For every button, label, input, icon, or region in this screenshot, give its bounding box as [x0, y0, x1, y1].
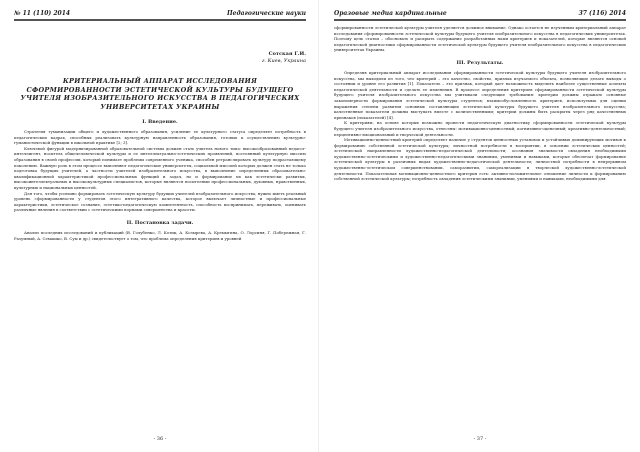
right-page	[334, 10, 626, 442]
author-block	[14, 51, 306, 65]
author-name: Сотская Г.И.	[268, 51, 306, 57]
section-heading-problem: II. Постановка задачи.	[126, 219, 194, 226]
spine-gutter	[318, 0, 319, 452]
left-page	[14, 10, 306, 442]
section-heading-results: III. Результаты.	[456, 59, 504, 66]
paragraph: Для того, чтобы успешно формировать эстетическую культуру будущих учителей изобразительного искусства, нужно иметь реальный уровень сформированности у студентов этого интегративного качества, которое включает личностные и профессиональные характеристики, эстетическое сознание, эстетико-педагогическую компетентность, способность воспринимать, переживать, оценивать различные явления в соответствии с эстетическими нормами совершенства и красоты.	[14, 190, 306, 213]
left-journal-section: Педагогические науки	[226, 10, 306, 17]
paragraph: Ключевой фигурой модернизированной образовательной системы должен стать учитель нового типа: высокообразованный педагог-интеллигент, носитель общечеловеческой культуры и ее интеллектуально-эстетических проявлений, постоянный культурную миссию образования в своей профессии, который понимает проблемы современного ученика, способен ретранслировать культуру подрастающему поколению. Важную роль в этом процессе выполняют педагогические университеты, социальной миссией которых должен стать не только подготовка будущих учителей, а частности учителей изобразительного искусства, в выполнение определенных образовательно-квалификационной характеристикой профессиональных функций и задач, но и формирование их как эстетически развитых, высокоинтеллектуальных и высококультурных специалистов, которые являются носителями профессиональных, духовных, нравственных, культурных и национальных ценностей.	[14, 145, 306, 190]
paragraph: Стратегия гуманизации общего и художественного образования, усиление ее культурного статуса определяет потребность в педагогических кадрах, способных реализовать культурную направленность образования, готовых к осуществлению культурно-гуманистической функции в школьной практике [2; 3].	[14, 129, 306, 146]
paragraph: Определяя критериальный аппарат исследования сформированности эстетической культуры будущего учителя изобразительного искусства, мы выходили из того, что критерий – это качество, свойство, признак изучаемого объекта, позволяющие делать выводы о состоянии и уровне его развития [1]. Показатель – это признак, который дает возможность выделить наиболее существенные аспекты педагогической деятельности и сделать ее изменения. В процессе определения критериев сформированности эстетической культуры будущего учителя изобразительного искусства мы учитывали следующие требования: критерии должны отражать основные закономерности формирования эстетической культуры студентов; взаимообусловленность критериев, используемых для оценки выражения степени развития основных составляющих эстетической культуры будущего учителя изобразительного искусства; качественные показатели должны выступать вместе с количественными; критерии должны быть раскрыты через ряд качественных признаков (показателей) [4].	[334, 69, 626, 120]
right-issue-number: 37 (116) 2014	[578, 10, 626, 17]
left-issue-number: № 11 (110) 2014	[14, 10, 71, 17]
paragraph: сформированности эстетической культуры учителя уделяется должное внимание. Однако остается не изученным критериальный аппарат исследования сформированности эстетической культуры будущего учителя изобразительного искусства в педагогических университетах. Поэтому цель статьи – обосновать и раскрыть содержание разработанных нами критериев и показателей, которые являются основой педагогической диагностики сформированности эстетической культуры будущего учителя изобразительного искусства в педагогических университетах Украины.	[334, 25, 626, 53]
author-affiliation: г. Киев, Украина	[261, 58, 306, 64]
right-page-number: - 37 -	[473, 436, 487, 442]
right-journal-name: Оразовые медиа кардинальные	[334, 10, 447, 17]
paragraph: К критериям, на основе которых возможно провести педагогическую диагностику сформированности эстетической культуры будущего учителя изобразительного искусства, отнесены: мотивационно-ценностный; когнитивно-оценочный; креативно-деятельностный; перцептивно-эмоциональный и творческой деятельности.	[334, 120, 626, 137]
paragraph: Мотивационно-ценностный критерий определяет наличие у студентов ценностных установок и устойчивых доминирующих мотивов к формированию собственной эстетической культуры; личностной потребности в восприятии, в освоении эстетических ценностей; эстетической направленности художественно-педагогической деятельности; осознания значимости овладения необходимыми художественно-эстетическими и художественно-педагогическими знаниями, умениями и навыками, которые обеспечат формирование эстетической культуры в различных видах художественно-педагогической деятельности; личностной потребности в непрерывном художественно-эстетическом совершенствовании, саморазвитии, самореализации в творческой художественно-эстетической деятельности. Показательная мотивационно-ценностного критерия есть: активно-положительное отношение личности к формированию собственной эстетической культуры; потребность овладения эстетическими знаниями, умениями и навыками, необходимыми для	[334, 137, 626, 182]
right-running-header	[334, 10, 626, 21]
section-heading-introduction: I. Введение.	[142, 119, 178, 125]
left-running-header	[14, 10, 306, 21]
paragraph: Анализ последних исследований и публикаций (В. Голубенко, Л. Котик, А. Козырева, А. Кремыгина, О. Лорсиня, Г. Побережная, Г. Разумный, А. Семашко, В. Сум и др.) свидетельствует о том, что проблема определения критериев и уровней	[14, 229, 306, 241]
article-title: КРИТЕРИАЛЬНЫЙ АППАРАТ ИССЛЕДОВАНИЯ СФОРМИРОВАННОСТИ ЭСТЕТИЧЕСКОЙ КУЛЬТУРЫ БУДУЩЕГО УЧИТЕЛЯ ИЗОБРАЗИТЕЛЬНОГО ИСКУССТВА В ПЕДАГОГИЧЕСКИХ УНИВЕРСИТЕТАХ УКРАИНЫ	[20, 77, 300, 111]
left-page-number: - 36 -	[153, 436, 167, 442]
